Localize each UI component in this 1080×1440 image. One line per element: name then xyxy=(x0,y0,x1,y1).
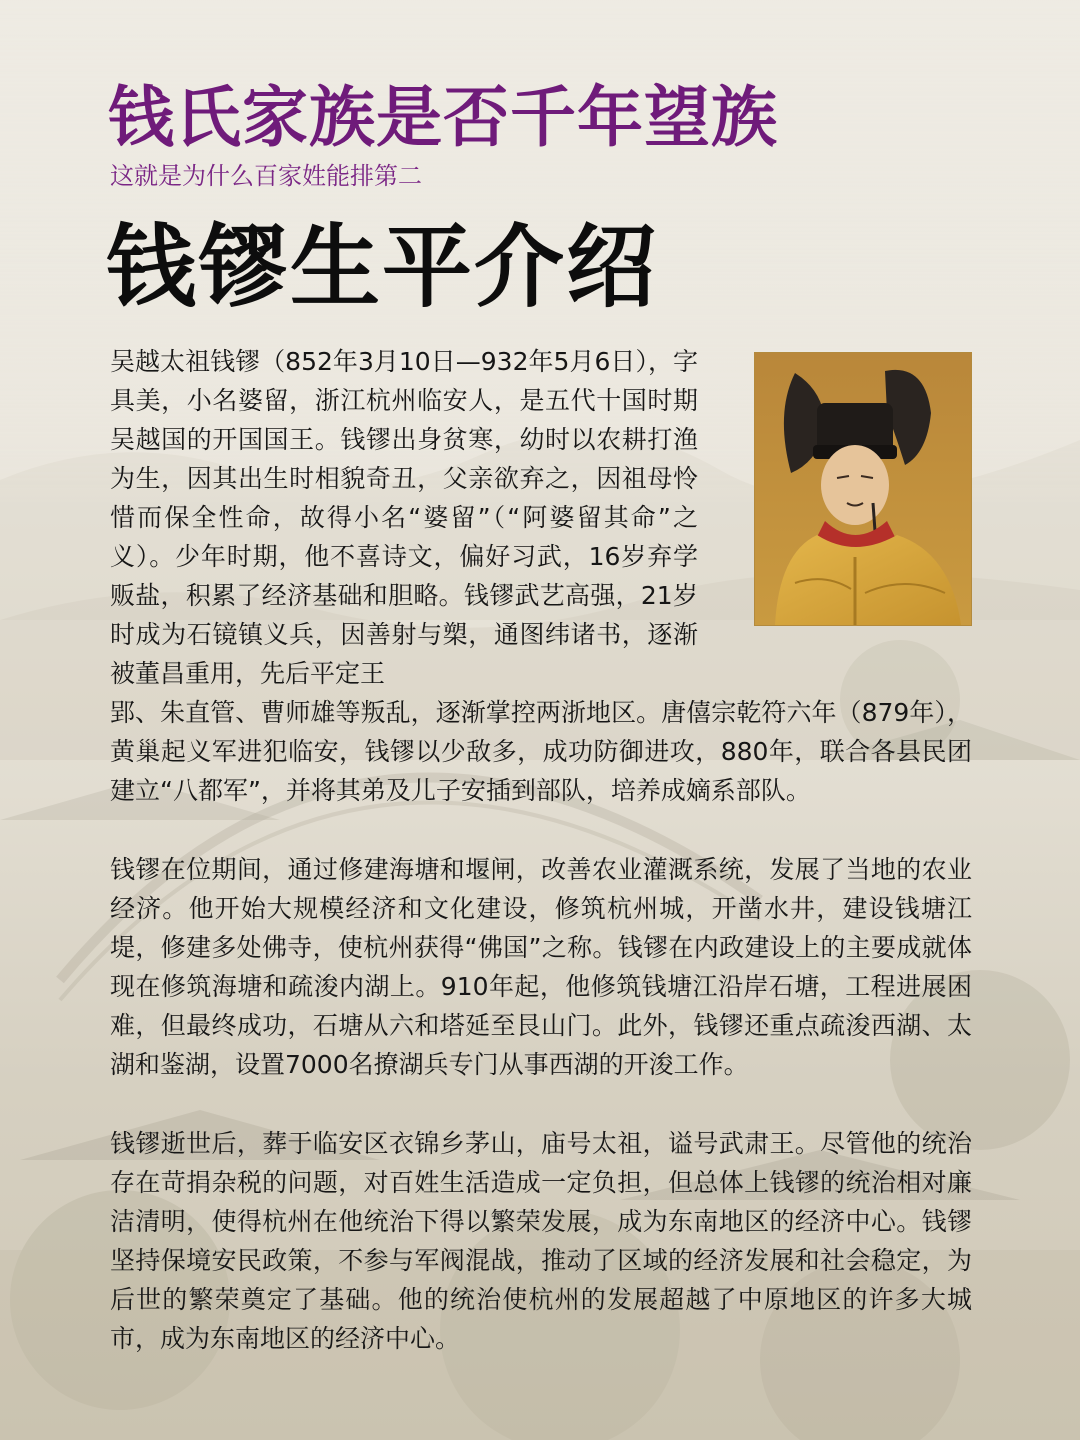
headline: 钱氏家族是否千年望族 xyxy=(108,79,778,156)
paragraph-legacy: 钱镠逝世后，葬于临安区衣锦乡茅山，庙号太祖，谥号武肃王。尽管他的统治存在苛捐杂税的问题，对百姓生活造成一定负担，但总体上钱镠的统治相对廉洁清明，使得杭州在他统治下得以繁荣发展，成为东南地区的经济中心。钱镠坚持保境安民政策，不参与军阀混战，推动了区域的经济发展和社会稳定，为后世的繁荣奠定了基础。他的统治使杭州的发展超越了中原地区的许多大城市，成为东南地区的经济中心。 xyxy=(110,1129,972,1353)
paragraph-intro: 吴越太祖钱镠（852年3月10日—932年5月6日），字具美，小名婆留，浙江杭州临安人，是五代十国时期吴越国的开国国王。钱镠出身贫寒，幼时以农耕打渔为生，因其出生时相貌奇丑，父亲欲弃之，因祖母怜惜而保全性命，故得小名“婆留”（“阿婆留其命”之义）。少年时期，他不喜诗文，偏好习武，16岁弃学贩盐，积累了经济基础和胆略。钱镠武艺高强，21岁时成为石镜镇义兵，因善射与槊，通图纬诸书，逐渐被董昌重用，先后平定王 xyxy=(110,347,698,688)
emperor-portrait-icon xyxy=(755,353,971,625)
section-title: 钱镠生平介绍 xyxy=(106,215,658,320)
portrait-image xyxy=(754,352,972,626)
paragraph-achievements: 钱镠在位期间，通过修建海塘和堰闸，改善农业灌溉系统，发展了当地的农业经济。他开始大规模经济和文化建设，修筑杭州城，开凿水井，建设钱塘江堤，修建多处佛寺，使杭州获得“佛国”之称。钱镠在内政建设上的主要成就体现在修筑海塘和疏浚内湖上。910年起，他修筑钱塘江沿岸石塘，工程进展困难，但最终成功，石塘从六和塔延至艮山门。此外，钱镠还重点疏浚西湖、太湖和鉴湖，设置7000名撩湖兵专门从事西湖的开浚工作。 xyxy=(110,855,972,1079)
subhead: 这就是为什么百家姓能排第二 xyxy=(110,162,422,190)
paragraph-intro-continued: 郢、朱直管、曹师雄等叛乱，逐渐掌控两浙地区。唐僖宗乾符六年（879年），黄巢起义军进犯临安，钱镠以少敌多，成功防御进攻，880年，联合各县民团建立“八都军”，并将其弟及儿子安插到部队，培养成嫡系部队。 xyxy=(110,698,972,805)
